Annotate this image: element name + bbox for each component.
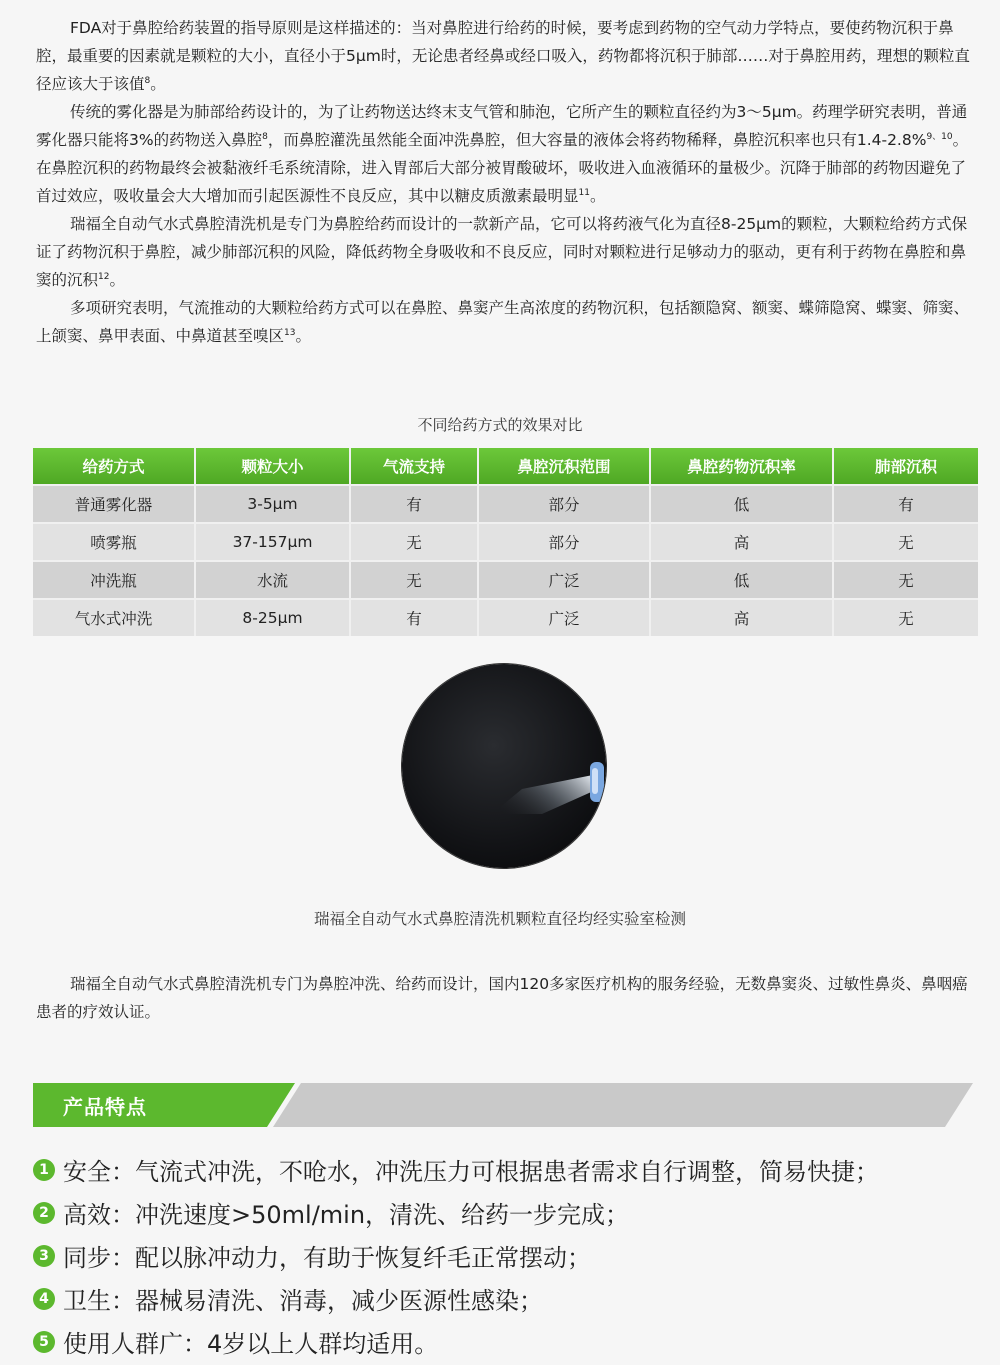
features-title: 产品特点 xyxy=(63,1095,147,1119)
number-badge-icon: 1 xyxy=(33,1159,55,1181)
table-cell: 部分 xyxy=(478,523,650,561)
banner-shape xyxy=(33,1083,973,1127)
intro-text xyxy=(36,14,971,350)
table-header-row xyxy=(33,448,978,485)
feature-text: 同步：配以脉冲动力，有助于恢复纤毛正常摆动； xyxy=(63,1244,591,1272)
table-cell: 无 xyxy=(350,523,478,561)
table-row xyxy=(33,561,978,599)
table-cell: 广泛 xyxy=(478,599,650,636)
table-header: 鼻腔药物沉积率 xyxy=(650,448,833,485)
table-cell: 冲洗瓶 xyxy=(33,561,195,599)
table-cell: 高 xyxy=(650,523,833,561)
spray-mist-image xyxy=(402,664,606,868)
table-cell: 普通雾化器 xyxy=(33,485,195,523)
table-cell: 无 xyxy=(350,561,478,599)
image-caption: 瑞福全自动气水式鼻腔清洗机颗粒直径均经实验室检测 xyxy=(313,910,686,928)
table-cell: 部分 xyxy=(478,485,650,523)
comparison-table xyxy=(33,448,978,636)
number-badge-icon: 2 xyxy=(33,1202,55,1224)
table-cell: 低 xyxy=(650,561,833,599)
table-cell: 广泛 xyxy=(478,561,650,599)
table-cell: 37-157μm xyxy=(195,523,350,561)
table-title: 不同给药方式的效果对比 xyxy=(417,416,583,434)
table-cell: 有 xyxy=(833,485,978,523)
table-header: 颗粒大小 xyxy=(195,448,350,485)
table-cell: 无 xyxy=(833,561,978,599)
list-item xyxy=(33,1277,973,1320)
table-row xyxy=(33,599,978,636)
number-badge-icon: 4 xyxy=(33,1288,55,1310)
table-cell: 低 xyxy=(650,485,833,523)
features-list xyxy=(33,1148,973,1363)
list-item xyxy=(33,1191,973,1234)
paragraph-fda: FDA对于鼻腔给药装置的指导原则是这样描述的：当对鼻腔进行给药的时候，要考虑到药物的空气动力学特点，要使药物沉积于鼻腔，最重要的因素就是颗粒的大小，直径小于5μm时，无论患者经鼻或经口吸入，药物都将沉积于肺部……对于鼻腔用药，理想的颗粒直径应该大于该值$^8$。 xyxy=(36,19,970,93)
list-item xyxy=(33,1234,973,1277)
table-cell: 有 xyxy=(350,485,478,523)
paragraph-service: 瑞福全自动气水式鼻腔清洗机专门为鼻腔冲洗、给药而设计，国内120多家医疗机构的服务经验，无数鼻窦炎、过敏性鼻炎、鼻咽癌患者的疗效认证。 xyxy=(36,975,968,1021)
table-row xyxy=(33,523,978,561)
table-cell: 无 xyxy=(833,599,978,636)
paragraph-product: 瑞福全自动气水式鼻腔清洗机是专门为鼻腔给药而设计的一款新产品，它可以将药液气化为直径8-25μm的颗粒，大颗粒给药方式保证了药物沉积于鼻腔，减少肺部沉积的风险，降低药物全身吸收和不良反应，同时对颗粒进行足够动力的驱动，更有利于药物在鼻腔和鼻窦的沉积$^{12}$。 xyxy=(36,215,968,289)
table-header: 气流支持 xyxy=(350,448,478,485)
feature-text: 使用人群广：4岁以上人群均适用。 xyxy=(63,1330,439,1358)
list-item xyxy=(33,1320,973,1363)
table-cell: 高 xyxy=(650,599,833,636)
paragraph-studies: 多项研究表明，气流推动的大颗粒给药方式可以在鼻腔、鼻窦产生高浓度的药物沉积，包括额隐窝、额窦、蝶筛隐窝、蝶窦、筛窦、上颌窦、鼻甲表面、中鼻道甚至嗅区$^{13}$。 xyxy=(36,299,970,345)
number-badge-icon: 5 xyxy=(33,1331,55,1353)
spray-photo xyxy=(402,664,606,868)
table-row xyxy=(33,485,978,523)
list-item xyxy=(33,1148,973,1191)
number-badge-icon: 3 xyxy=(33,1245,55,1267)
feature-text: 卫生：器械易清洗、消毒，减少医源性感染； xyxy=(63,1287,543,1315)
paragraph-nebulizer: 传统的雾化器是为肺部给药设计的，为了让药物送达终末支气管和肺泡，它所产生的颗粒直径约为3～5μm。药理学研究表明，普通雾化器只能将3%的药物送入鼻腔$^8$，而鼻腔灌洗虽然能全面冲洗鼻腔，但大容量的液体会将药物稀释，鼻腔沉积率也只有1.4-2.8%$^{9、10}$。在鼻腔沉积的药物最终会被黏液纤毛系统清除，进入胃部后大部分被胃酸破坏，吸收进入血液循环的量极少。沉降于肺部的药物因避免了首过效应，吸收量会大大增加而引起医源性不良反应，其中以糖皮质激素最明显$^{11}$。 xyxy=(36,103,969,205)
feature-text: 高效：冲洗速度>50ml/min，清洗、给药一步完成； xyxy=(63,1201,630,1229)
table-cell: 8-25μm xyxy=(195,599,350,636)
table-cell: 无 xyxy=(833,523,978,561)
outro-text xyxy=(36,970,971,1026)
table-header: 肺部沉积 xyxy=(833,448,978,485)
table-cell: 喷雾瓶 xyxy=(33,523,195,561)
table-cell: 水流 xyxy=(195,561,350,599)
table-cell: 3-5μm xyxy=(195,485,350,523)
table-header: 鼻腔沉积范围 xyxy=(478,448,650,485)
table-header: 给药方式 xyxy=(33,448,195,485)
table-cell: 气水式冲洗 xyxy=(33,599,195,636)
features-banner xyxy=(33,1083,973,1127)
table-cell: 有 xyxy=(350,599,478,636)
feature-text: 安全：气流式冲洗，不呛水，冲洗压力可根据患者需求自行调整，简易快捷； xyxy=(63,1158,879,1186)
